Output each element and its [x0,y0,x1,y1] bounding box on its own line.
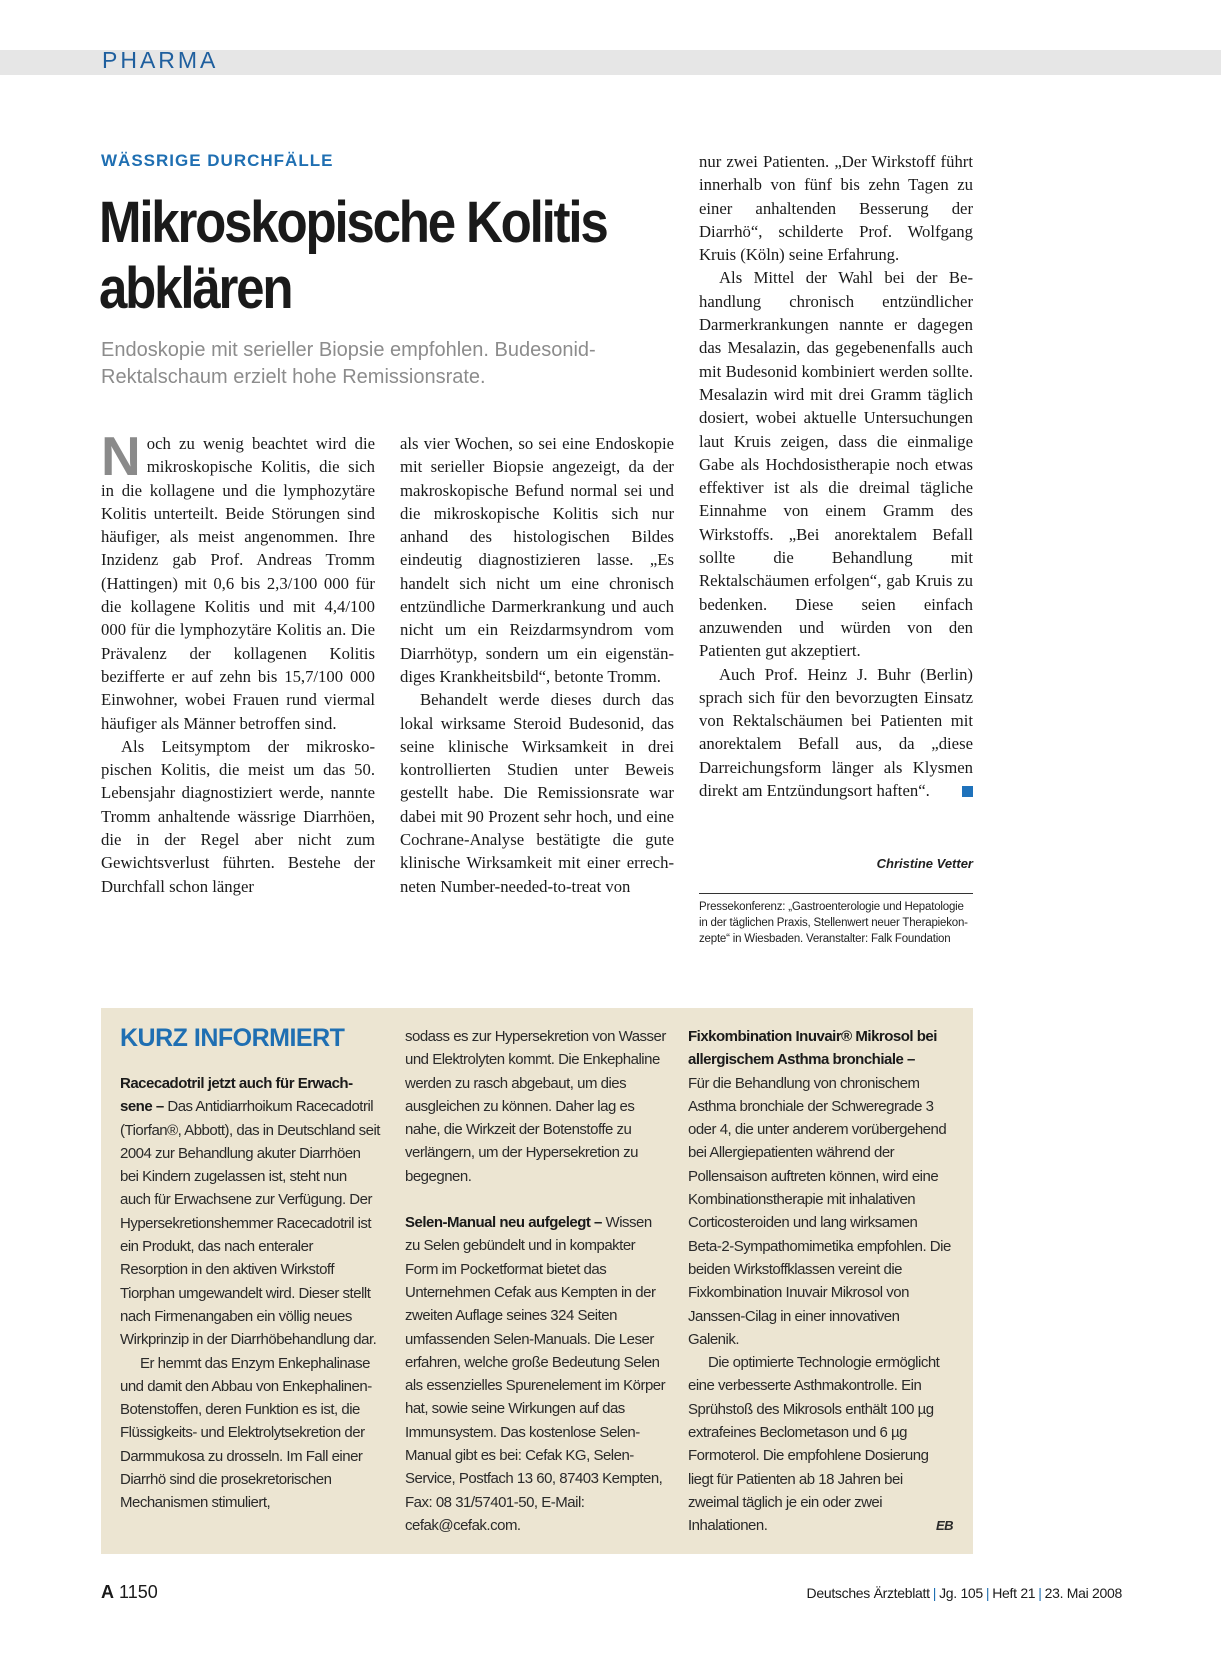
paragraph: Als Leitsymptom der mikroskopischen Kolitis, die meist um das 50. Lebensjahr diagnostiziert werde, nannte Tromm anhaltende wässrige Diarrhöen, die in der Regel aber nicht zum Gewichtsverlust führten. Bestehe der Durchfall schon länger [101,736,375,896]
end-mark-icon [962,786,973,797]
article-headline [99,190,609,322]
article-column-3 [699,150,973,802]
journal-issue: Heft 21 [992,1585,1036,1601]
page-number-value: 1150 [119,1582,158,1602]
article-kicker: WÄSSRIGE DURCHFÄLLE [101,151,334,170]
info-box-column-3 [688,1025,953,1538]
news-item-text: Für die Behandlung von chronischem Asthma bronchiale der Schweregrade 3 oder 4, die unter anderem vorübergehend bei Allergiepatienten während der Pollensaison auftreten können, wird eine Kombinationstherapie mit inhalativen Corticosteroiden und lang wirksamen Beta-2-Sympathomimetika empfohlen. Die beiden Wirkstoffklassen vereint die Fixkombination Inuvair Mikrosol von Janssen-Cilag in einer innovativen Galenik. [688,1074,951,1348]
separator: | [985,1585,990,1601]
paragraph: Behandelt werde dieses durch das lokal wirksame Steroid Budesonid, das seine klinische Wirksamkeit in drei kontrollierten Studien unter Beweis gestellt habe. Die Remissionsrate war dabei mit 90 Prozent sehr hoch, und eine Cochrane-Analyse bestätigte die gute klinische Wirksamkeit mit einer errechneten Number-needed-to-treat von [400,690,674,896]
news-item-text: Das Antidiarrhoikum Racecadotril (Tiorfan®, Abbott), das in Deutschland seit 2004 zur Behandlung akuter Diarrhöen bei Kindern zugelassen ist, steht nun auch für Erwachsene zur Verfügung. Der Hypersekretionshemmer Racecadotril ist ein Produkt, das nach enteraler Resorption in den aktiven Wirkstoff Tiorphan umgewandelt wird. Dieser stellt nach Firmenangaben ein völlig neues Wirkprinzip in der Diarrhöbehandlung dar. [120,1098,380,1349]
article-footnote: Pressekonferenz: „Gastroenterologie und Hepatologie in der täglichen Praxis, Stellenwert neuer Therapiekonzepte“ in Wiesbaden. Veranstalter: Falk Foundation [699,901,968,945]
journal-name: Deutsches Ärzteblatt [806,1585,930,1601]
drop-cap: N [101,425,141,487]
article-author: Christine Vetter [876,856,973,871]
paragraph [699,663,973,803]
paragraph: Als Mittel der Wahl bei der Behandlung chronisch entzündlicher Darmerkrankungen nannte er dagegen das Mesalazin, das gegebenenfalls auch mit Budesonid kombiniert werden sollte. Mesalazin wird mit drei Gramm täglich dosiert, wobei aktuelle Untersuchungen laut Kruis zeigen, dass die einmalige Gabe als Hochdosistherapie noch etwas effektiver ist als die dreimal tägliche Einnahme von einem Gramm des Wirkstoffs. „Bei anorektalem Befall sollte die Behandlung mit Rektalschäumen erfolgen“, gab Kruis zu bedenken. Diese seien einfach anzuwenden und würden von den Patienten gut akzeptiert. [699,268,973,661]
article-subheadline [101,337,681,391]
journal-date: 23. Mai 2008 [1044,1585,1122,1601]
journal-volume: Jg. 105 [939,1585,983,1601]
footnote-divider [699,893,973,894]
news-item-lead: Fixkombination Inuvair® Mikrosol bei allergischem Asthma bronchiale – [688,1028,937,1069]
separator: | [932,1585,937,1601]
info-box-title: KURZ INFORMIERT [120,1024,345,1052]
headline-line-2: abklären [99,256,292,321]
news-item-paragraph: sodass es zur Hypersekretion von Wasser und Elektrolyten kommt. Die Enkephaline werden zu rasch abgebaut, um dies ausgleichen zu können. Daher lag es nahe, die Wirkzeit der Botenstoffe zu verlängern, um der Hypersekretion zu begegnen. [405,1028,666,1185]
paragraph-text: och zu wenig beachtet wird die mikroskopische Kolitis, die sich in die kollagene und die lymphozytäre Kolitis unterteilt. Beide Störungen sind häufiger, als meist angenommen. Ihre Inzidenz gab Prof. Andreas Tromm (Hattingen) mit 0,6 bis 2,3/100 000 für die kollagene Kolitis und mit 4,4/100 000 für die lymphozytäre Kolitis an. Die Prävalenz der kollagenen Kolitis bezifferte er auf zehn bis 15,7/100 000 Einwohner, wobei Frauen rund viermal häufiger als Männer betroffen sind. [101,434,375,733]
page-prefix: A [101,1582,114,1602]
news-item-lead: Selen-Manual neu aufgelegt – [405,1214,602,1232]
paragraph-text: Auch Prof. Heinz J. Buhr (Berlin) sprach sich für den bevorzugten Einsatz von Rektalschäumen bei Patienten mit anorektalem Befall aus, da „diese Darreichungsform länger als Klysmen direkt am Entzündungsort haften“. [699,664,973,801]
article-column-1 [101,425,375,898]
news-item [405,1211,667,1537]
news-item-text: Die optimierte Technologie ermöglicht eine verbesserte Asthmakontrolle. Ein Sprühstoß des Mikrosols enthält 100 µg extrafeines Beclometason und 6 µg Formoterol. Die empfohlene Dosierung liegt für Patienten ab 18 Jahren bei zweimal täglich je ein oder zwei Inhalationen. [688,1354,940,1535]
news-item-paragraph: Er hemmt das Enzym Enkephalinase und damit den Abbau von Enkephalinen-Botenstoffen, deren Funktion es ist, die Flüssigkeits- und Elektrolytsekretion der Darmmukosa zu drosseln. Im Fall einer Diarrhö sind die prosekretorischen Mechanismen stimuliert, [120,1354,372,1512]
paragraph [101,425,375,735]
news-item-paragraph [688,1351,953,1537]
news-item [688,1025,953,1351]
subheadline-line-2: Rektalschaum erzielt hohe Remissionsrate. [101,366,486,388]
info-box-column-2 [405,1025,667,1537]
info-box-column-1 [120,1072,380,1515]
article-column-2 [400,432,674,898]
subheadline-line-1: Endoskopie mit serieller Biopsie empfohlen. Budesonid- [101,339,596,361]
paragraph: als vier Wochen, so sei eine Endoskopie mit serieller Biopsie angezeigt, da der makroskopische Befund normal sei und die mikroskopische Kolitis sich nur anhand des histologischen Bildes eindeutig diagnostizieren lasse. „Es handelt sich nicht um eine chronisch entzündliche Darmerkrankung und auch nicht um ein Reizdarmsyndrom vom Diarrhötyp, sondern um ein eigenständiges Krankheitsbild“, betonte Tromm. [400,434,674,686]
news-item [120,1072,380,1352]
separator: | [1038,1585,1042,1601]
section-label: PHARMA [102,47,219,73]
paragraph: nur zwei Patienten. „Der Wirkstoff führt innerhalb von fünf bis zehn Tagen zu einer anhaltenden Besserung der Diarrhö“, schilderte Prof. Wolfgang Kruis (Köln) seine Erfahrung. [699,152,973,265]
news-item-text: Wissen zu Selen gebündelt und in kompakter Form im Pocketformat bietet das Unternehmen Cefak aus Kempten in der zweiten Auflage seines 324 Seiten umfassenden Selen-Manuals. Die Leser erfahren, welche große Bedeutung Selen als essenzielles Spurenelement im Körper hat, sowie seine Wirkungen auf das Immunsystem. Das kostenlose Selen-Manual gibt es bei: Cefak KG, Selen-Service, Postfach 13 60, 87403 Kempten, Fax: 08 31/57401-50, E-Mail: cefak@cefak.com. [405,1214,666,1534]
headline-line-1: Mikroskopische Kolitis [99,190,607,255]
journal-info [807,1585,1122,1601]
news-item-signature: EB [935,1518,953,1534]
news-item-lead: Racecadotril jetzt auch für Erwachsene – [120,1075,354,1116]
page-number [101,1582,158,1603]
